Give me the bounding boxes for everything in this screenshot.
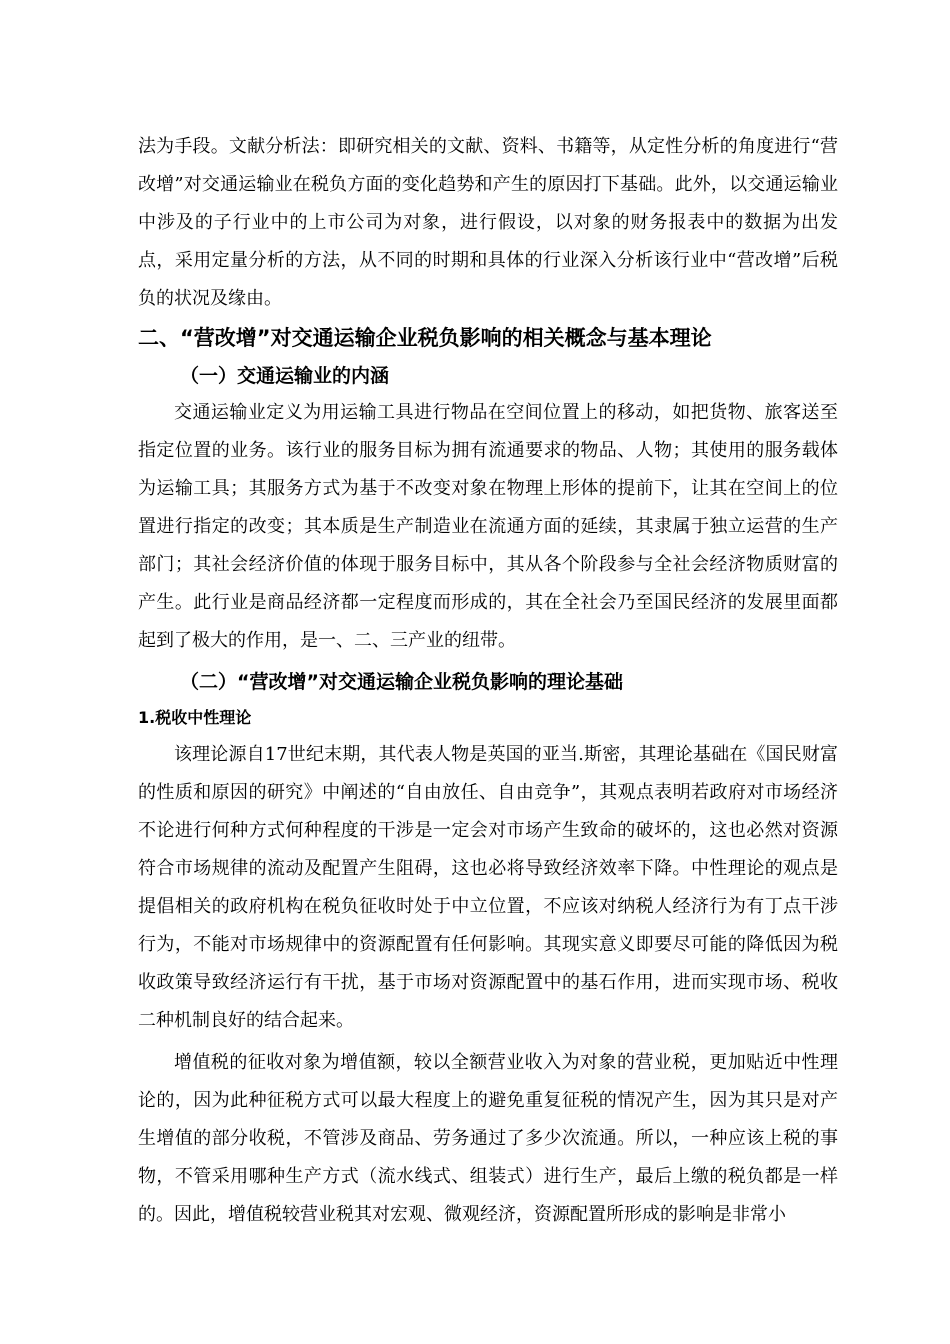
document-body: [138, 128, 838, 1234]
subsection-title: （一）交通运输业的内涵: [180, 365, 390, 387]
intro-paragraph: 法为手段。文献分析法：即研究相关的文献、资料、书籍等，从定性分析的角度进行“营改增”对交通运输业在税负方面的变化趋势和产生的原因打下基础。此外，以交通运输业中涉及的子行业中的上市公司为对象，进行假设，以对象的财务报表中的数据为出发点，采用定量分析的方法，从不同的时期和具体的行业深入分析该行业中“营改增”后税负的状况及缘由。: [138, 136, 838, 309]
body-paragraph: 该理论源自17世纪末期，其代表人物是英国的亚当.斯密，其理论基础在《国民财富的性质和原因的研究》中阐述的“自由放任、自由竞争”，其观点表明若政府对市场经济不论进行何种方式何种程度的干涉是一定会对市场产生致命的破坏的，这也必然对资源符合市场规律的流动及配置产生阻碍，这也必将导致经济效率下降。中性理论的观点是提倡相关的政府机构在税负征收时处于中立位置，不应该对纳税人经济行为有丁点干涉行为，不能对市场规律中的资源配置有任何影响。其现实意义即要尽可能的降低因为税收政策导致经济运行有干扰，基于市场对资源配置中的基石作用，进而实现市场、税收二种机制良好的结合起来。: [138, 744, 838, 1031]
body-paragraph: 交通运输业定义为用运输工具进行物品在空间位置上的移动，如把货物、旅客送至指定位置的业务。该行业的服务目标为拥有流通要求的物品、人物；其使用的服务载体为运输工具；其服务方式为基于不改变对象在物理上形体的提前下，让其在空间上的位置进行指定的改变；其本质是生产制造业在流通方面的延续，其隶属于独立运营的生产部门；其社会经济价值的体现于服务目标中，其从各个阶段参与全社会经济物质财富的产生。此行业是商品经济都一定程度而形成的，其在全社会乃至国民经济的发展里面都起到了极大的作用，是一、二、三产业的纽带。: [138, 402, 838, 651]
section-title: 二、“营改增”对交通运输企业税负影响的相关概念与基本理论: [138, 326, 712, 350]
body-paragraph: 增值税的征收对象为增值额，较以全额营业收入为对象的营业税，更加贴近中性理论的，因为此种征税方式可以最大程度上的避免重复征税的情况产生，因为其只是对产生增值的部分收税，不管涉及商品、劳务通过了多少次流通。所以，一种应该上税的事物，不管采用哪种生产方式（流水线式、组装式）进行生产，最后上缴的税负都是一样的。因此，增值税较营业税其对宏观、微观经济，资源配置所形成的影响是非常小: [138, 1052, 838, 1225]
subsection-title: （二）“营改增”对交通运输企业税负影响的理论基础: [180, 671, 623, 693]
theory-title: 1.税收中性理论: [138, 708, 252, 727]
